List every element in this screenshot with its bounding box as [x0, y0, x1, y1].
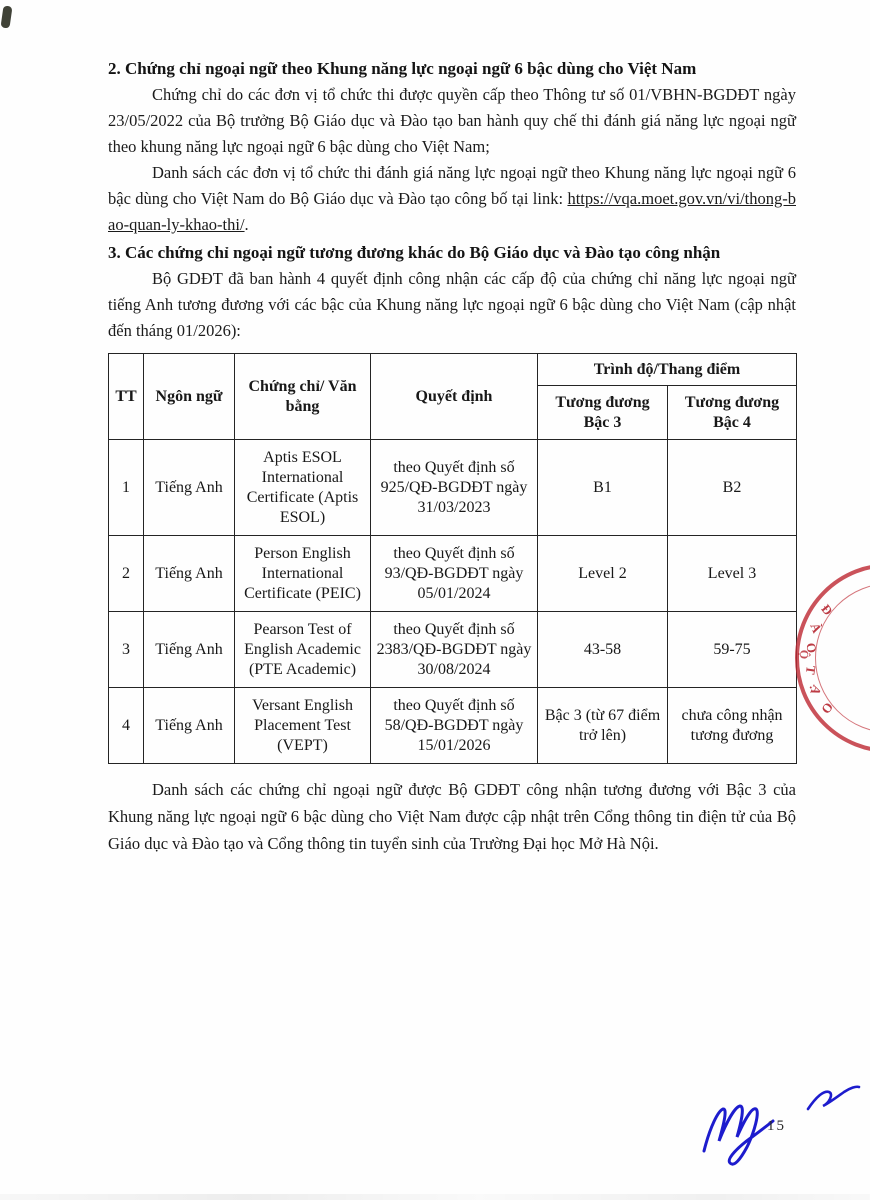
- cell-tt: 2: [109, 536, 144, 612]
- cell-language: Tiếng Anh: [144, 612, 235, 688]
- stamp-arc-letter: O: [803, 641, 820, 654]
- cell-level4: chưa công nhận tương đương: [668, 688, 797, 764]
- table-row: [109, 612, 797, 688]
- cell-level4: B2: [668, 440, 797, 536]
- cell-language: Tiếng Anh: [144, 536, 235, 612]
- section-2-paragraph-2: [108, 160, 796, 238]
- stamp-arc-letter: T: [802, 664, 819, 676]
- stamp-arc-letter: Đ: [818, 601, 836, 619]
- cell-tt: 4: [109, 688, 144, 764]
- cell-language: Tiếng Anh: [144, 440, 235, 536]
- section-2-heading: 2. Chứng chỉ ngoại ngữ theo Khung năng lực ngoại ngữ 6 bậc dùng cho Việt Nam: [108, 59, 697, 78]
- cell-decision: theo Quyết định số 925/QĐ-BGDĐT ngày 31/03/2023: [371, 440, 538, 536]
- stamp-arc-letter: O: [818, 699, 837, 717]
- section-3-paragraph-1: Bộ GDĐT đã ban hành 4 quyết định công nhận các cấp độ của chứng chỉ năng lực ngoại ngữ tiếng Anh tương đương với các bậc của Khung năng lực ngoại ngữ 6 bậc dùng cho Việt Nam (cập nhật đến tháng 01/2026):: [108, 269, 796, 340]
- moet-link[interactable]: https://vqa.moet.gov.vn/vi/thong-bao-quan-ly-khao-thi/: [108, 189, 796, 234]
- cell-decision: theo Quyết định số 93/QĐ-BGDĐT ngày 05/01/2024: [371, 536, 538, 612]
- col-header-level-group: Trình độ/Thang điểm: [538, 354, 797, 386]
- signature-scribble-secondary: [808, 1087, 859, 1109]
- stamp-arc-letter: À: [807, 620, 825, 636]
- cell-certificate: Pearson Test of English Academic (PTE Academic): [235, 612, 371, 688]
- stamp-inner-ring-icon: [815, 583, 870, 733]
- cell-level4: 59-75: [668, 612, 797, 688]
- cell-certificate: Versant English Placement Test (VEPT): [235, 688, 371, 764]
- table-row: [109, 536, 797, 612]
- section-3-heading: 3. Các chứng chỉ ngoại ngữ tương đương khác do Bộ Giáo dục và Đào tạo công nhận: [108, 243, 721, 262]
- cell-decision: theo Quyết định số 2383/QĐ-BGDĐT ngày 30/08/2024: [371, 612, 538, 688]
- cell-certificate: Aptis ESOL International Certificate (Aptis ESOL): [235, 440, 371, 536]
- cell-tt: 1: [109, 440, 144, 536]
- page-number: 15: [767, 1118, 786, 1134]
- col-header-tt: TT: [109, 354, 144, 440]
- table-row: [109, 440, 797, 536]
- stamp-arc-letter: Ạ: [807, 682, 825, 698]
- col-header-level4: Tương đương Bậc 4: [668, 386, 797, 440]
- certificate-equivalence-table: [108, 353, 797, 764]
- cell-level4: Level 3: [668, 536, 797, 612]
- col-header-decision: Quyết định: [371, 354, 538, 440]
- cell-language: Tiếng Anh: [144, 688, 235, 764]
- cell-decision: theo Quyết định số 58/QĐ-BGDĐT ngày 15/01/2026: [371, 688, 538, 764]
- document-page: [108, 56, 796, 857]
- scan-speck: [1, 5, 13, 28]
- cell-level3: B1: [538, 440, 668, 536]
- scan-edge-noise: [0, 1194, 870, 1200]
- cell-certificate: Person English International Certificate (PEIC): [235, 536, 371, 612]
- cell-level3: Level 2: [538, 536, 668, 612]
- table-row: [109, 688, 797, 764]
- closing-paragraph: Danh sách các chứng chỉ ngoại ngữ được Bộ GDĐT công nhận tương đương với Bậc 3 của Khung năng lực ngoại ngữ 6 bậc dùng cho Việt Nam được cập nhật trên Cổng thông tin điện tử của Bộ Giáo dục và Đào tạo và Cổng thông tin tuyển sinh của Trường Đại học Mở Hà Nội.: [108, 780, 796, 853]
- col-header-level3: Tương đương Bậc 3: [538, 386, 668, 440]
- col-header-language: Ngôn ngữ: [144, 354, 235, 440]
- signature-scribble-primary: [704, 1106, 773, 1164]
- stamp-outer-ring-icon: [795, 563, 870, 753]
- col-header-certificate: Chứng chỉ/ Văn bằng: [235, 354, 371, 440]
- cell-level3: Bậc 3 (từ 67 điểm trở lên): [538, 688, 668, 764]
- stamp-center-glyph: Ộ: [796, 649, 812, 660]
- cell-tt: 3: [109, 612, 144, 688]
- section-2-paragraph-1: Chứng chỉ do các đơn vị tổ chức thi được quyền cấp theo Thông tư số 01/VBHN-BGDĐT ngày 23/05/2022 của Bộ trưởng Bộ Giáo dục và Đào tạo ban hành quy chế thi đánh giá năng lực ngoại ngữ theo khung năng lực ngoại ngữ 6 bậc dùng cho Việt Nam;: [108, 85, 796, 156]
- cell-level3: 43-58: [538, 612, 668, 688]
- section-2-paragraph-2-text: Danh sách các đơn vị tổ chức thi đánh giá năng lực ngoại ngữ theo Khung năng lực ngoại ngữ 6 bậc dùng cho Việt Nam do Bộ Giáo dục và Đào tạo công bố tại link:: [108, 163, 796, 208]
- section-2-paragraph-2-period: .: [244, 215, 249, 234]
